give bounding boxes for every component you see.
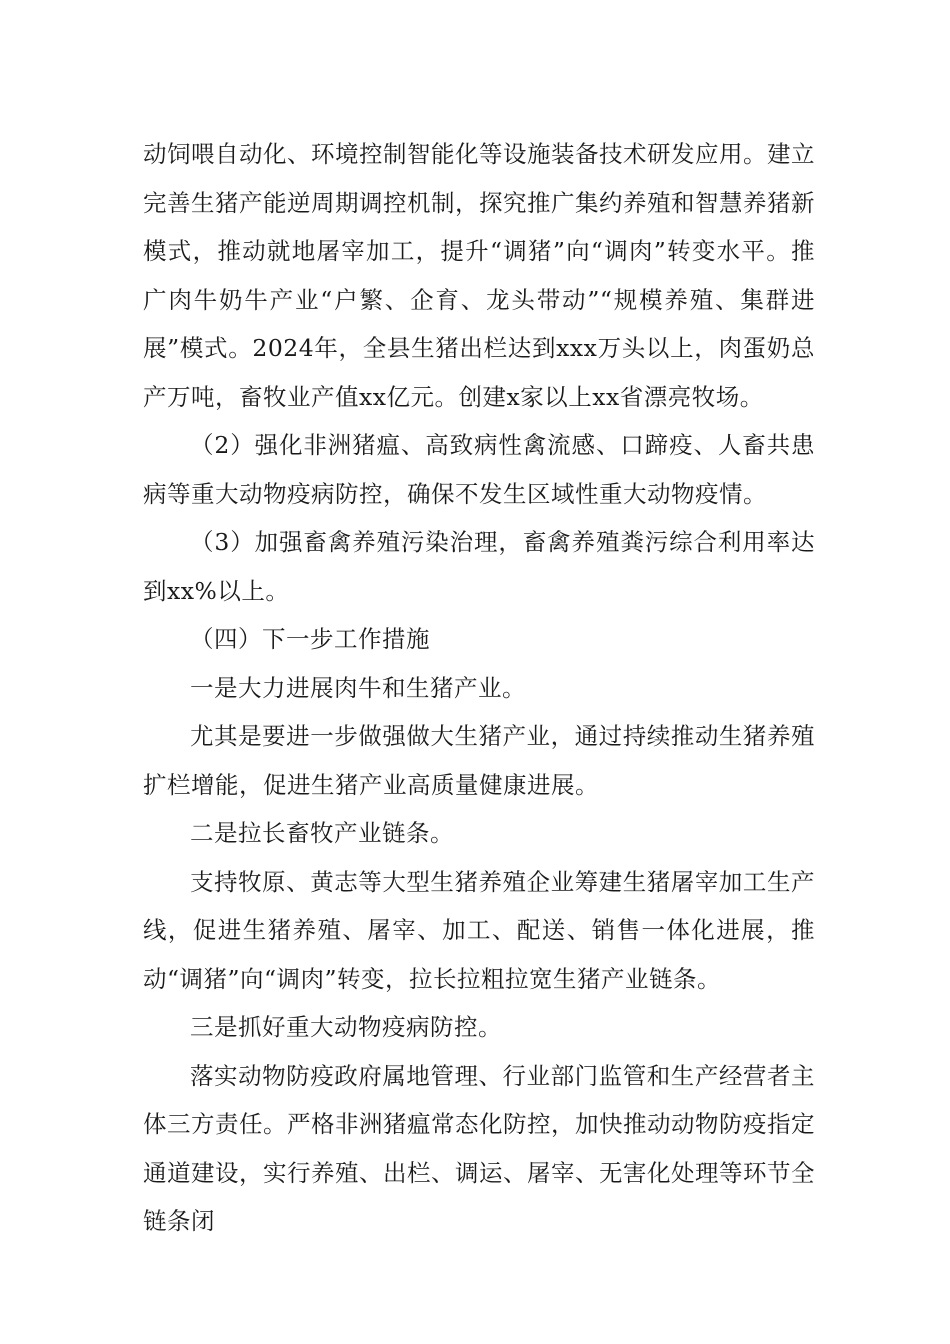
measure-heading-1: 一是大力进展肉牛和生猪产业。 [190,673,526,702]
paragraph-continuation: 动饲喂自动化、环境控制智能化等设施装备技术研发应用。建立完善生猪产能逆周期调控机制，探究推广集约养殖和智慧养猪新模式，推动就地屠宰加工，提升“调猪”向“调肉”转变水平。推广肉牛奶牛产业“户繁、企育、龙头带动”“规模养殖、集群进展”模式。2024年，全县生猪出栏达到xxx万头以上，肉蛋奶总产万吨，畜牧业产值xx亿元。创建x家以上xx省漂亮牧场。 [143,140,815,411]
measure-heading-3: 三是抓好重大动物疫病防控。 [190,1013,502,1041]
measure-body-1: 尤其是要进一步做强做大生猪产业，通过持续推动生猪养殖扩栏增能，促进生猪产业高质量健康进展。 [143,722,815,799]
measure-body-3: 落实动物防疫政府属地管理、行业部门监管和生产经营者主体三方责任。严格非洲猪瘟常态化防控，加快推动动物防疫指定通道建设，实行养殖、出栏、调运、屠宰、无害化处理等环节全链条闭 [143,1061,815,1235]
paragraph-item-2: （2）强化非洲猪瘟、高致病性禽流感、口蹄疫、人畜共患病等重大动物疫病防控，确保不发生区域性重大动物疫情。 [143,431,815,508]
measure-body-2: 支持牧原、黄志等大型生猪养殖企业筹建生猪屠宰加工生产线，促进生猪养殖、屠宰、加工、配送、销售一体化进展，推动“调猪”向“调肉”转变，拉长拉粗拉宽生猪产业链条。 [143,867,815,993]
document-body [143,130,815,1246]
measure-heading-2: 二是拉长畜牧产业链条。 [190,819,454,847]
paragraph-item-3: （3）加强畜禽养殖污染治理，畜禽养殖粪污综合利用率达到xx%以上。 [143,528,815,605]
section-heading-next-steps: （四）下一步工作措施 [190,625,430,653]
